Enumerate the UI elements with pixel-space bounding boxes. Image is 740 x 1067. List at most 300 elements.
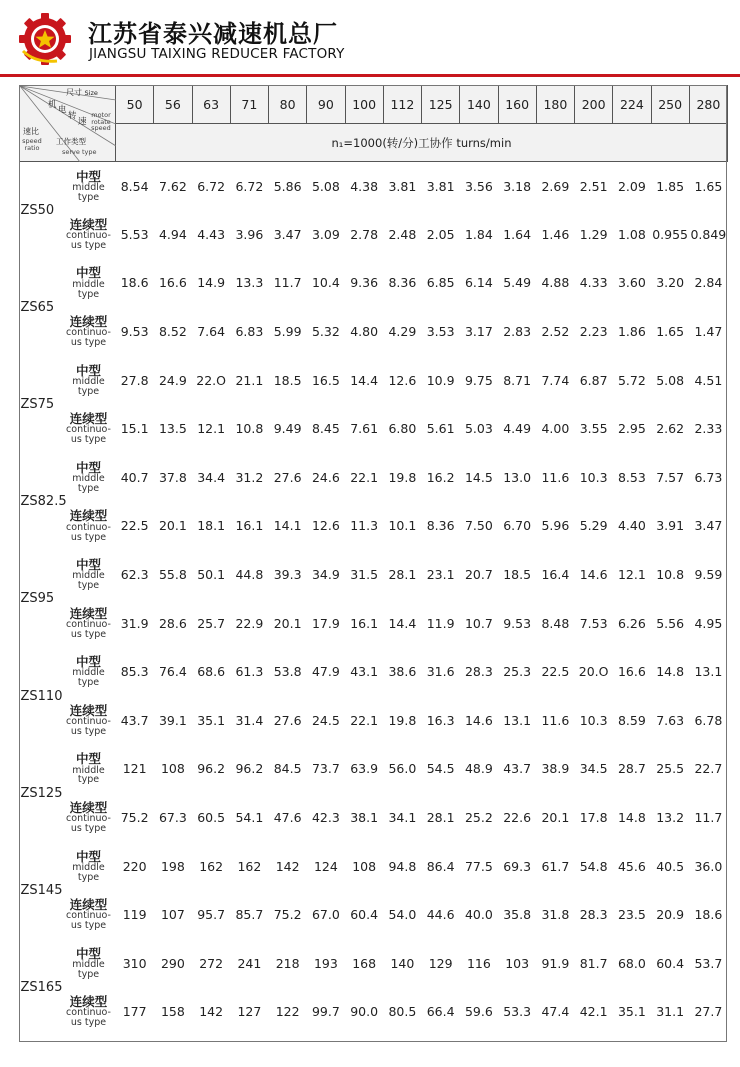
corner-motor-en: motor rotate speed: [91, 111, 111, 132]
table-cell: 54.8: [579, 858, 608, 874]
type-middle-label: [66, 647, 116, 696]
size-header-cell: 160: [498, 86, 536, 124]
table-cell: 4.49: [503, 421, 532, 437]
table-row: [20, 599, 728, 648]
type-label-cn: 连续型: [69, 508, 108, 524]
table-cell: 11.7: [273, 275, 302, 291]
table-cell: 2.05: [426, 226, 455, 242]
table-row: [20, 210, 728, 259]
table-cell: 28.3: [464, 664, 493, 680]
table-cell: 86.4: [426, 858, 455, 874]
type-label-cn: 中型: [75, 654, 101, 670]
table-cell: 47.9: [311, 664, 340, 680]
table-cell: 1.65: [694, 178, 723, 194]
table-cell: 35.1: [197, 712, 226, 728]
table-cell: 81.7: [579, 955, 608, 971]
table-cell: 3.55: [579, 421, 608, 437]
table-cell: 31.6: [426, 664, 455, 680]
table-cell: 7.53: [579, 615, 608, 631]
table-cell: 16.6: [158, 275, 187, 291]
table-cell: 19.8: [388, 469, 417, 485]
table-cell: 8.53: [617, 469, 646, 485]
table-cell: 272: [199, 955, 224, 971]
table-cell: 15.1: [120, 421, 149, 437]
table-cell: 168: [352, 955, 377, 971]
size-header-row: [20, 86, 728, 124]
table-cell: 2.69: [541, 178, 570, 194]
table-row: [20, 162, 728, 211]
table-cell: 121: [122, 761, 147, 777]
speed-note-row: [20, 124, 728, 162]
table-cell: 61.3: [235, 664, 264, 680]
table-cell: 2.09: [617, 178, 646, 194]
table-cell: 16.4: [541, 567, 570, 583]
table-cell: 60.4: [656, 955, 685, 971]
size-header-cell: 112: [383, 86, 421, 124]
table-cell: 35.1: [617, 1004, 646, 1020]
table-cell: 55.8: [158, 567, 187, 583]
corner-ratio-en: speed ratio: [22, 137, 42, 152]
type-continuous-label: [66, 793, 116, 842]
table-cell: 12.6: [388, 372, 417, 388]
table-cell: 5.96: [541, 518, 570, 534]
factory-logo-gear-icon: [17, 11, 73, 67]
table-cell: 12.6: [311, 518, 340, 534]
type-middle-label: [66, 356, 116, 405]
table-cell: 5.99: [273, 324, 302, 340]
table-cell: 140: [390, 955, 415, 971]
type-label-cn: 连续型: [69, 314, 108, 330]
table-cell: 198: [160, 858, 185, 874]
table-cell: 11.7: [694, 810, 723, 826]
table-cell: 5.53: [120, 226, 149, 242]
table-cell: 68.6: [197, 664, 226, 680]
type-label-en: continuo-: [66, 1007, 111, 1019]
table-cell: 1.65: [656, 324, 685, 340]
size-header-cell: 80: [269, 86, 307, 124]
table-cell: 60.5: [197, 810, 226, 826]
table-cell: 5.08: [656, 372, 685, 388]
table-cell: 14.8: [656, 664, 685, 680]
type-label-cn: 中型: [75, 168, 101, 184]
table-cell: 2.83: [503, 324, 532, 340]
table-cell: 56.0: [388, 761, 417, 777]
table-row: [20, 550, 728, 599]
table-cell: 5.72: [617, 372, 646, 388]
type-continuous-label: [66, 210, 116, 259]
table-cell: 7.61: [350, 421, 379, 437]
table-cell: 10.4: [311, 275, 340, 291]
table-cell: 42.1: [579, 1004, 608, 1020]
type-label-cn: 连续型: [69, 702, 108, 718]
table-cell: 220: [122, 858, 147, 874]
type-label-cn: 连续型: [69, 411, 108, 427]
table-cell: 5.61: [426, 421, 455, 437]
type-label-en: us type: [70, 1017, 107, 1029]
table-cell: 24.5: [311, 712, 340, 728]
type-label-cn: 中型: [75, 945, 101, 961]
model-name: ZS95: [20, 591, 55, 607]
table-cell: 18.5: [273, 372, 302, 388]
table-row: [20, 745, 728, 794]
type-label-en: middle: [72, 278, 105, 290]
table-cell: 80.5: [388, 1004, 417, 1020]
table-cell: 103: [505, 955, 530, 971]
table-cell: 14.6: [464, 712, 493, 728]
table-cell: 1.47: [694, 324, 723, 340]
table-cell: 43.1: [350, 664, 379, 680]
model-name: ZS82.5: [20, 494, 67, 510]
table-cell: 76.4: [158, 664, 187, 680]
table-cell: 13.3: [235, 275, 264, 291]
table-cell: 13.2: [656, 810, 685, 826]
table-cell: 6.78: [694, 712, 723, 728]
type-middle-label: [66, 453, 116, 502]
table-cell: 2.95: [617, 421, 646, 437]
type-middle-label: [66, 550, 116, 599]
table-cell: 6.26: [617, 615, 646, 631]
table-cell: 50.1: [197, 567, 226, 583]
table-cell: 77.5: [464, 858, 493, 874]
type-label-en: type: [77, 871, 100, 883]
table-cell: 31.1: [656, 1004, 685, 1020]
table-cell: 25.3: [503, 664, 532, 680]
table-cell: 13.1: [503, 712, 532, 728]
table-cell: 16.6: [617, 664, 646, 680]
size-header-cell: 71: [230, 86, 268, 124]
company-name-chinese: 江苏省泰兴减速机总厂: [88, 20, 338, 48]
type-middle-label: [66, 259, 116, 308]
type-label-en: continuo-: [66, 813, 111, 825]
table-cell: 20.1: [273, 615, 302, 631]
table-row: [20, 890, 728, 939]
table-cell: 8.48: [541, 615, 570, 631]
table-cell: 54.5: [426, 761, 455, 777]
table-cell: 10.3: [579, 712, 608, 728]
table-cell: 162: [237, 858, 262, 874]
table-cell: 14.5: [464, 469, 493, 485]
type-label-en: middle: [72, 667, 105, 679]
table-cell: 48.9: [464, 761, 493, 777]
corner-motor-cn-3: 转: [68, 111, 77, 121]
size-header-cell: 280: [689, 86, 727, 124]
table-cell: 27.6: [273, 469, 302, 485]
table-cell: 19.8: [388, 712, 417, 728]
table-row: [20, 793, 728, 842]
table-cell: 44.6: [426, 907, 455, 923]
model-name: ZS50: [20, 202, 55, 218]
type-label-en: us type: [70, 725, 107, 737]
table-cell: 44.8: [235, 567, 264, 583]
table-cell: 4.38: [350, 178, 379, 194]
table-cell: 18.6: [120, 275, 149, 291]
table-cell: 16.2: [426, 469, 455, 485]
table-cell: 20.9: [656, 907, 685, 923]
table-row: [20, 988, 728, 1037]
table-cell: 10.1: [388, 518, 417, 534]
table-cell: 27.7: [694, 1004, 723, 1020]
type-label-en: continuo-: [66, 327, 111, 339]
type-middle-label: [66, 939, 116, 988]
corner-size-cn: 尺寸: [66, 88, 82, 97]
table-cell: 8.36: [388, 275, 417, 291]
corner-ratio-cn: 速比: [23, 127, 39, 136]
type-continuous-label: [66, 404, 116, 453]
table-cell: 28.3: [579, 907, 608, 923]
table-cell: 6.73: [694, 469, 723, 485]
table-cell: 11.6: [541, 712, 570, 728]
table-cell: 34.4: [197, 469, 226, 485]
type-label-en: middle: [72, 472, 105, 484]
table-cell: 10.7: [464, 615, 493, 631]
table-cell: 2.48: [388, 226, 417, 242]
table-cell: 2.62: [656, 421, 685, 437]
table-cell: 42.3: [311, 810, 340, 826]
table-cell: 61.7: [541, 858, 570, 874]
type-label-en: continuo-: [66, 910, 111, 922]
table-cell: 127: [237, 1004, 262, 1020]
size-header-cell: 50: [116, 86, 154, 124]
table-cell: 22.1: [350, 712, 379, 728]
table-cell: 8.59: [617, 712, 646, 728]
type-label-cn: 连续型: [69, 605, 108, 621]
table-cell: 16.1: [350, 615, 379, 631]
table-cell: 43.7: [120, 712, 149, 728]
table-cell: 20.1: [158, 518, 187, 534]
type-label-en: type: [77, 580, 100, 592]
table-cell: 3.20: [656, 275, 685, 291]
table-cell: 11.6: [541, 469, 570, 485]
table-cell: 75.2: [273, 907, 302, 923]
table-cell: 310: [122, 955, 147, 971]
table-cell: 1.29: [579, 226, 608, 242]
table-cell: 54.0: [388, 907, 417, 923]
type-label-en: type: [77, 774, 100, 786]
table-cell: 218: [275, 955, 300, 971]
table-cell: 7.74: [541, 372, 570, 388]
type-label-en: us type: [70, 920, 107, 932]
table-cell: 1.85: [656, 178, 685, 194]
table-cell: 4.80: [350, 324, 379, 340]
speed-note: n₁=1000(转/分)工协作 turns/min: [116, 124, 728, 162]
type-label-cn: 连续型: [69, 994, 108, 1010]
type-label-en: us type: [70, 239, 107, 251]
table-cell: 3.81: [426, 178, 455, 194]
table-cell: 3.60: [617, 275, 646, 291]
table-cell: 129: [428, 955, 453, 971]
table-cell: 3.91: [656, 518, 685, 534]
table-cell: 1.84: [464, 226, 493, 242]
table-row: [20, 404, 728, 453]
table-cell: 22.9: [235, 615, 264, 631]
table-cell: 22.6: [503, 810, 532, 826]
type-label-en: continuo-: [66, 715, 111, 727]
table-cell: 16.3: [426, 712, 455, 728]
table-cell: 66.4: [426, 1004, 455, 1020]
table-cell: 5.08: [311, 178, 340, 194]
model-name: ZS145: [20, 882, 63, 898]
table-cell: 67.3: [158, 810, 187, 826]
table-cell: 3.47: [694, 518, 723, 534]
size-header-cell: 100: [345, 86, 383, 124]
type-label-cn: 中型: [75, 751, 101, 767]
table-cell: 53.3: [503, 1004, 532, 1020]
table-cell: 116: [466, 955, 491, 971]
table-cell: 99.7: [311, 1004, 340, 1020]
table-cell: 23.5: [617, 907, 646, 923]
table-cell: 34.1: [388, 810, 417, 826]
table-cell: 14.4: [388, 615, 417, 631]
table-cell: 39.3: [273, 567, 302, 583]
table-cell: 9.53: [120, 324, 149, 340]
table-cell: 27.6: [273, 712, 302, 728]
table-cell: 3.56: [464, 178, 493, 194]
table-cell: 142: [199, 1004, 224, 1020]
table-cell: 20.O: [578, 664, 609, 680]
table-cell: 68.0: [617, 955, 646, 971]
type-label-en: continuo-: [66, 521, 111, 533]
table-cell: 10.9: [426, 372, 455, 388]
table-cell: 31.8: [541, 907, 570, 923]
table-cell: 24.6: [311, 469, 340, 485]
type-continuous-label: [66, 696, 116, 745]
table-cell: 5.03: [464, 421, 493, 437]
table-cell: 7.62: [158, 178, 187, 194]
table-cell: 5.86: [273, 178, 302, 194]
table-cell: 22.7: [694, 761, 723, 777]
size-header-cell: 180: [536, 86, 574, 124]
table-cell: 40.7: [120, 469, 149, 485]
table-cell: 5.56: [656, 615, 685, 631]
table-row: [20, 307, 728, 356]
table-cell: 47.4: [541, 1004, 570, 1020]
table-cell: 18.5: [503, 567, 532, 583]
model-name: ZS75: [20, 396, 55, 412]
table-cell: 8.45: [311, 421, 340, 437]
table-cell: 20.7: [464, 567, 493, 583]
corner-size-en: Size: [84, 89, 98, 97]
table-cell: 53.7: [694, 955, 723, 971]
model-name: ZS165: [20, 980, 63, 996]
table-cell: 18.6: [694, 907, 723, 923]
type-label-en: type: [77, 968, 100, 980]
table-cell: 14.1: [273, 518, 302, 534]
table-cell: 84.5: [273, 761, 302, 777]
table-cell: 24.9: [158, 372, 187, 388]
table-cell: 7.50: [464, 518, 493, 534]
type-continuous-label: [66, 890, 116, 939]
table-cell: 4.33: [579, 275, 608, 291]
table-cell: 31.4: [235, 712, 264, 728]
page-header: [0, 0, 740, 72]
table-cell: 8.36: [426, 518, 455, 534]
table-cell: 108: [160, 761, 185, 777]
table-cell: 25.5: [656, 761, 685, 777]
model-name: ZS65: [20, 299, 55, 315]
model-name: ZS125: [20, 785, 63, 801]
table-cell: 37.8: [158, 469, 187, 485]
table-cell: 40.0: [464, 907, 493, 923]
table-cell: 10.3: [579, 469, 608, 485]
table-cell: 10.8: [235, 421, 264, 437]
table-cell: 28.1: [426, 810, 455, 826]
table-cell: 0.849: [690, 226, 727, 242]
table-cell: 4.95: [694, 615, 723, 631]
table-cell: 4.51: [694, 372, 723, 388]
table-cell: 9.59: [694, 567, 723, 583]
table-cell: 25.2: [464, 810, 493, 826]
table-cell: 90.0: [350, 1004, 379, 1020]
table-cell: 28.7: [617, 761, 646, 777]
table-cell: 11.9: [426, 615, 455, 631]
type-label-en: type: [77, 482, 100, 494]
table-cell: 3.96: [235, 226, 264, 242]
table-cell: 85.7: [235, 907, 264, 923]
type-label-en: type: [77, 385, 100, 397]
table-row: [20, 356, 728, 405]
table-cell: 162: [199, 858, 224, 874]
type-label-en: continuo-: [66, 229, 111, 241]
header-divider: [0, 74, 740, 77]
type-label-cn: 中型: [75, 848, 101, 864]
table-cell: 62.3: [120, 567, 149, 583]
table-cell: 31.5: [350, 567, 379, 583]
table-cell: 75.2: [120, 810, 149, 826]
table-row: [20, 453, 728, 502]
table-cell: 31.9: [120, 615, 149, 631]
table-cell: 54.1: [235, 810, 264, 826]
table-cell: 38.1: [350, 810, 379, 826]
table-cell: 124: [313, 858, 338, 874]
size-header-cell: 224: [613, 86, 651, 124]
table-cell: 142: [275, 858, 300, 874]
table-cell: 7.63: [656, 712, 685, 728]
size-header-cell: 125: [422, 86, 460, 124]
table-cell: 3.17: [464, 324, 493, 340]
table-cell: 6.72: [235, 178, 264, 194]
table-cell: 13.1: [694, 664, 723, 680]
table-cell: 2.52: [541, 324, 570, 340]
size-header-cell: 140: [460, 86, 498, 124]
table-cell: 17.9: [311, 615, 340, 631]
table-cell: 13.0: [503, 469, 532, 485]
type-label-en: middle: [72, 764, 105, 776]
table-cell: 4.94: [158, 226, 187, 242]
table-cell: 63.9: [350, 761, 379, 777]
table-cell: 1.08: [617, 226, 646, 242]
corner-motor-cn-2: 电: [58, 105, 67, 115]
table-cell: 96.2: [235, 761, 264, 777]
table-cell: 4.00: [541, 421, 570, 437]
corner-motor-cn-1: 机: [48, 100, 57, 110]
table-cell: 4.40: [617, 518, 646, 534]
table-row: [20, 259, 728, 308]
corner-service-en: serve type: [62, 148, 97, 156]
type-label-cn: 连续型: [69, 216, 108, 232]
table-cell: 108: [352, 858, 377, 874]
type-label-en: middle: [72, 375, 105, 387]
table-cell: 3.53: [426, 324, 455, 340]
type-label-en: middle: [72, 958, 105, 970]
table-cell: 38.9: [541, 761, 570, 777]
type-label-en: middle: [72, 570, 105, 582]
table-cell: 95.7: [197, 907, 226, 923]
table-cell: 36.0: [694, 858, 723, 874]
table-cell: 22.5: [120, 518, 149, 534]
table-cell: 290: [160, 955, 185, 971]
table-cell: 96.2: [197, 761, 226, 777]
table-cell: 6.80: [388, 421, 417, 437]
